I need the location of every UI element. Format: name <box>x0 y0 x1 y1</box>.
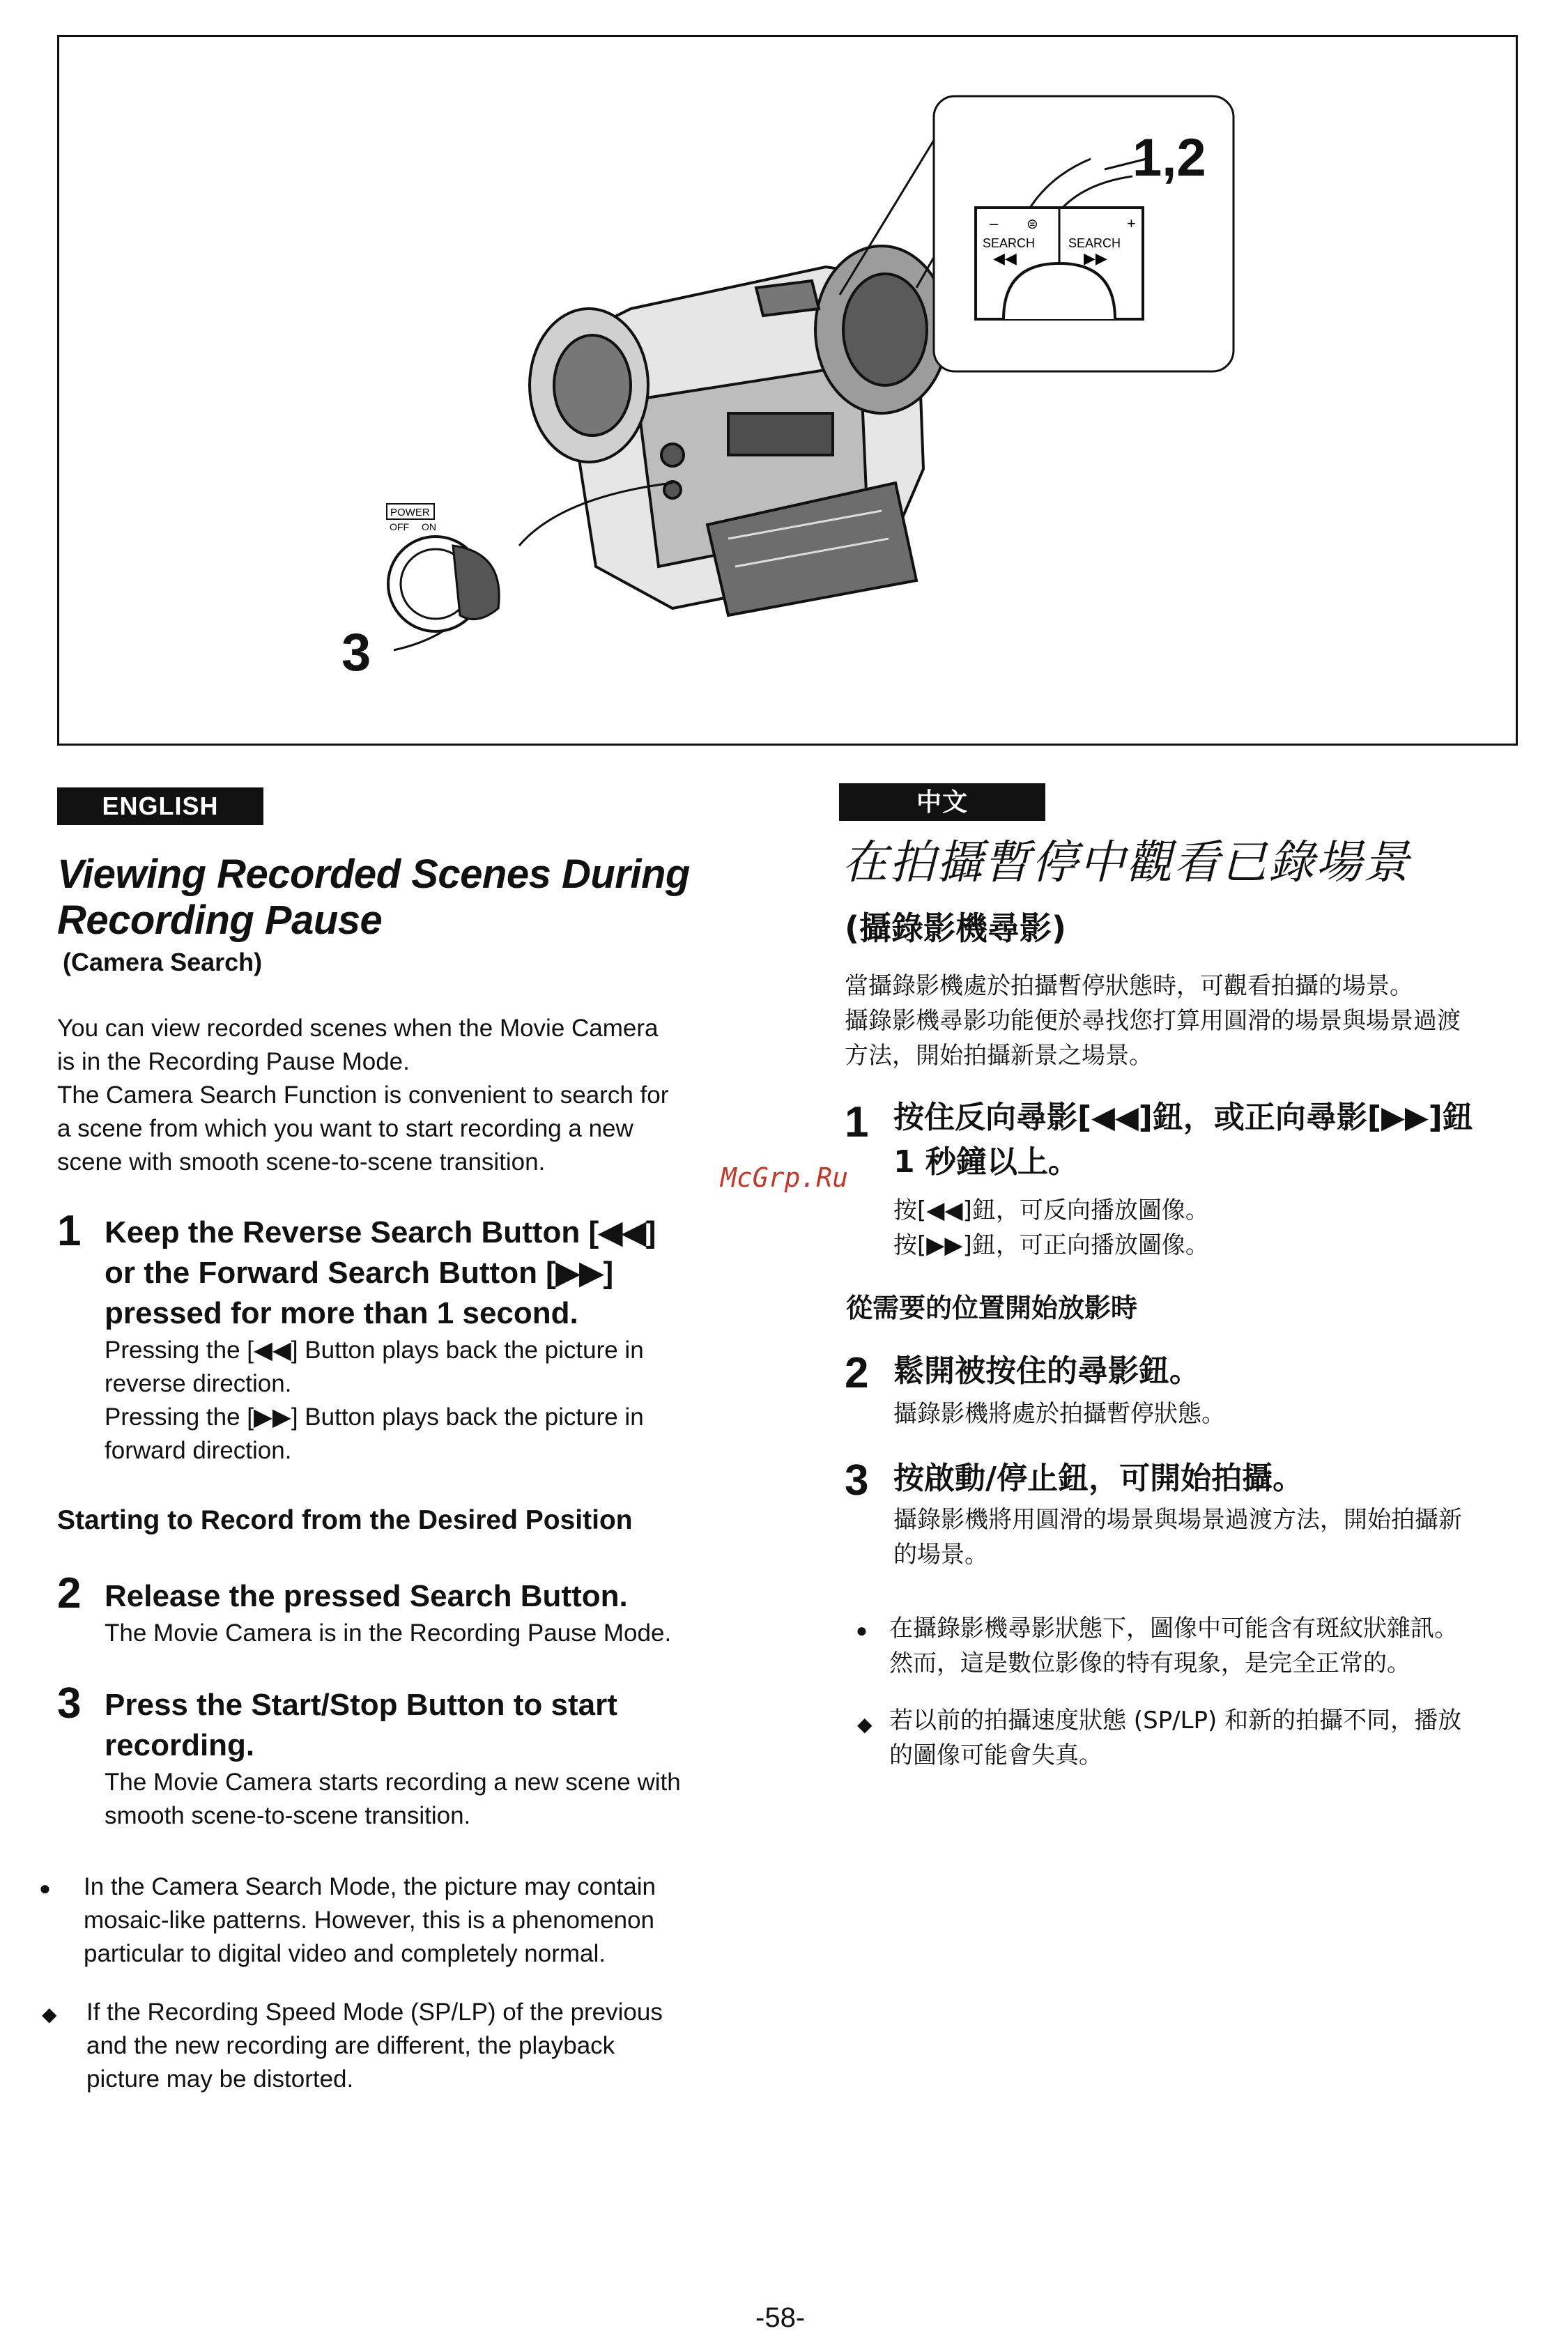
english-step2-body: The Movie Camera is in the Recording Pause Mode. <box>105 1619 672 1647</box>
bullet-diamond-icon: ◆ <box>42 2003 57 2025</box>
step-heading-line: Press the Start/Stop Button to start <box>105 1688 617 1722</box>
chinese-step2-heading: 鬆開被按住的尋影鈕。 <box>893 1353 1200 1389</box>
camcorder-icon <box>530 246 948 615</box>
intro-line: The Camera Search Function is convenient to search for <box>57 1082 669 1109</box>
step-body-line: 攝錄影機將用圓滑的場景與場景過渡方法，開始拍攝新 <box>893 1506 1462 1534</box>
power-on-label: ON <box>422 521 436 532</box>
chinese-step1-number: 1 <box>845 1098 869 1146</box>
english-step3-body <box>105 1766 681 1833</box>
intro-line: 攝錄影機尋影功能便於尋找您打算用圓滑的場景與場景過渡 <box>845 1007 1461 1035</box>
english-step2-heading: Release the pressed Search Button. <box>105 1579 628 1613</box>
english-step3-number: 3 <box>57 1679 82 1727</box>
intro-line: scene with smooth scene-to-scene transition. <box>57 1148 546 1176</box>
english-step1-number: 1 <box>57 1207 82 1255</box>
inset-search-left: SEARCH <box>983 236 1036 250</box>
note-line: 若以前的拍攝速度狀態 (SP/LP) 和新的拍攝不同，播放 <box>889 1707 1462 1734</box>
note-line: 在攝錄影機尋影狀態下，圖像中可能含有斑紋狀雜訊。 <box>889 1615 1458 1642</box>
chinese-step3-number: 3 <box>845 1456 869 1505</box>
bullet-diamond-icon: ◆ <box>857 1714 873 1735</box>
rewind-icon: ◀◀ <box>993 249 1017 267</box>
step-heading-line: 按住反向尋影[◀◀]鈕，或正向尋影[▶▶]鈕 <box>893 1100 1473 1135</box>
camcorder-illustration <box>59 37 1516 744</box>
english-step1-body <box>105 1334 644 1468</box>
note-line: and the new recording are different, the playback <box>86 2032 615 2059</box>
camera-search-icon: ⊜ <box>1027 217 1038 232</box>
step-heading-line: Keep the Reverse Search Button [◀◀] <box>105 1215 656 1249</box>
english-title-line2: Recording Pause <box>57 898 383 943</box>
english-title <box>57 852 690 944</box>
note-line: 然而，這是數位影像的特有現象，是完全正常的。 <box>889 1649 1411 1677</box>
power-off-label: OFF <box>390 521 409 532</box>
step-heading-line: recording. <box>105 1728 255 1762</box>
bullet-dot-icon: ● <box>856 1619 868 1641</box>
step-body-line: Pressing the [◀◀] Button plays back the picture in <box>105 1337 644 1364</box>
inset-search-right: SEARCH <box>1068 236 1121 250</box>
intro-line: a scene from which you want to start recording a new <box>57 1115 633 1142</box>
note-line: mosaic-like patterns. However, this is a phenomenon <box>84 1907 655 1934</box>
step-body-line: 按[◀◀]鈕，可反向播放圖像。 <box>893 1196 1209 1224</box>
intro-line: You can view recorded scenes when the Movie Camera <box>57 1015 659 1042</box>
chinese-step2-body: 攝錄影機將處於拍攝暫停狀態。 <box>893 1400 1225 1428</box>
step-body-line: reverse direction. <box>105 1370 292 1397</box>
step-heading-line: pressed for more than 1 second. <box>105 1296 578 1330</box>
callout-3: 3 <box>341 623 371 682</box>
fast-forward-icon: ▶▶ <box>1084 249 1107 267</box>
step-body-line: forward direction. <box>105 1437 292 1464</box>
intro-line: is in the Recording Pause Mode. <box>57 1048 410 1075</box>
illustration-frame <box>57 35 1518 746</box>
english-subtitle: (Camera Search) <box>63 948 263 976</box>
watermark: McGrp.Ru <box>721 1162 849 1193</box>
power-label: POWER <box>390 507 430 518</box>
chinese-title: 在拍攝暫停中觀看已錄場景 <box>842 836 1411 889</box>
english-intro <box>57 1012 668 1179</box>
step-body-line: Pressing the [▶▶] Button plays back the picture in <box>105 1403 644 1431</box>
english-step3-heading <box>105 1685 617 1766</box>
chinese-step3-body <box>893 1502 1462 1572</box>
page-number: -58- <box>755 2302 806 2333</box>
english-note-2 <box>86 1996 663 2096</box>
intro-line: 當攝錄影機處於拍攝暫停狀態時，可觀看拍攝的場景。 <box>845 972 1413 1000</box>
chinese-step3-heading: 按啟動/停止鈕，可開始拍攝。 <box>893 1461 1304 1496</box>
chinese-note-2 <box>889 1703 1461 1773</box>
note-line: If the Recording Speed Mode (SP/LP) of the previous <box>86 1999 663 2026</box>
chinese-subtitle: (攝錄影機尋影) <box>845 909 1067 947</box>
intro-line: 方法，開始拍攝新景之場景。 <box>845 1042 1153 1070</box>
bullet-dot-icon: ● <box>39 1877 51 1899</box>
step-heading-line: or the Forward Search Button [▶▶] <box>105 1256 614 1290</box>
english-step2-number: 2 <box>57 1569 82 1617</box>
chinese-intro <box>845 969 1461 1073</box>
inset-minus: – <box>990 215 999 232</box>
callout-1-2: 1,2 <box>1132 128 1206 187</box>
step-body-line: 的場景。 <box>893 1541 988 1569</box>
chinese-section-heading: 從需要的位置開始放影時 <box>846 1293 1138 1323</box>
note-line: 的圖像可能會失真。 <box>889 1741 1102 1769</box>
note-line: picture may be distorted. <box>86 2065 354 2093</box>
english-step1-heading <box>105 1213 656 1334</box>
step-body-line: The Movie Camera starts recording a new scene with <box>105 1769 681 1796</box>
note-line: particular to digital video and completely normal. <box>84 1940 606 1967</box>
english-title-line1: Viewing Recorded Scenes During <box>57 852 690 897</box>
step-heading-line: 1 秒鐘以上。 <box>893 1144 1079 1180</box>
english-tag: ENGLISH <box>57 787 263 825</box>
chinese-tag: 中文 <box>839 783 1045 821</box>
step-body-line: smooth scene-to-scene transition. <box>105 1802 471 1829</box>
english-section-heading: Starting to Record from the Desired Position <box>57 1505 633 1535</box>
step-body-line: 按[▶▶]鈕，可正向播放圖像。 <box>893 1231 1209 1259</box>
chinese-step1-heading <box>893 1095 1473 1185</box>
power-switch-icon <box>387 504 499 631</box>
note-line: In the Camera Search Mode, the picture may contain <box>84 1873 656 1900</box>
inset-plus: + <box>1127 215 1136 232</box>
chinese-step2-number: 2 <box>845 1349 869 1397</box>
english-note-1 <box>84 1870 656 1971</box>
chinese-note-1 <box>889 1611 1458 1681</box>
chinese-step1-body <box>893 1193 1209 1263</box>
